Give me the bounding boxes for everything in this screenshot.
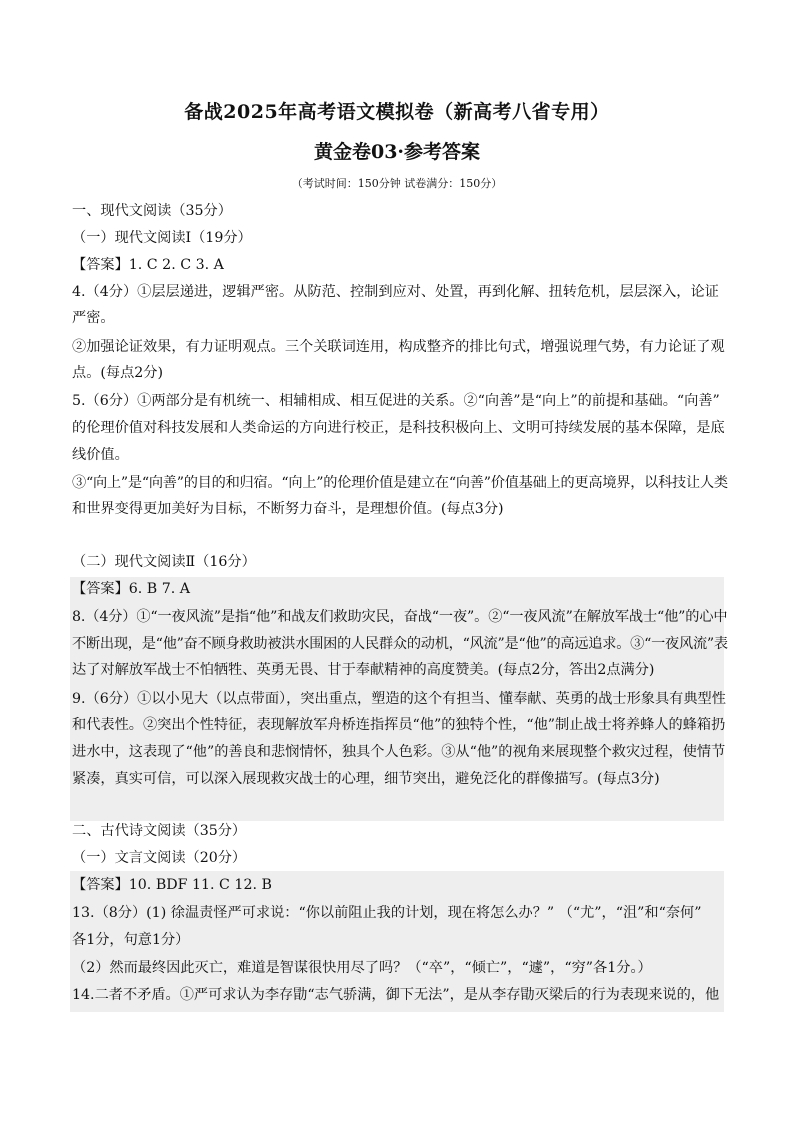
subsection-heading: （一）文言文阅读（20分） [72,850,247,866]
answer-line: 【答案】10. BDF 11. C 12. B [72,877,272,893]
text-line: 点。(每点2分) [72,365,164,381]
text-line: 8.（4分）①“一夜风流”是指“他”和战友们救助灾民，奋战“一夜”。②“一夜风流”在解放军战士“他”的心中 [72,609,728,625]
subsection-heading: （一）现代文阅读Ⅰ（19分） [72,230,252,246]
text-line: 9.（6分）①以小见大（以点带面），突出重点，塑造的这个有担当、懂奉献、英勇的战士形象具有典型性 [72,691,726,707]
text-line: 达了对解放军战士不怕牺牲、英勇无畏、甘于奉献精神的高度赞美。(每点2分，答出2点满分) [72,662,655,678]
text-line: 和代表性。②突出个性特征，表现解放军舟桥连指挥员“他”的独特个性，“他”制止战士将养蜂人的蜂箱扔 [72,717,726,733]
text-line: 进水中，这表现了“他”的善良和悲悯情怀，独具个人色彩。③从“他”的视角来展现整个救灾过程，使情节 [72,744,726,760]
text-line: 13.（8分）(1) 徐温责怪严可求说：“你以前阻止我的计划，现在将怎么办？” （“尤”，“沮”和“奈何” [72,905,702,921]
text-line: 严密。 [72,310,115,326]
text-line: 的伦理价值对科技发展和人类命运的方向进行校正，是科技积极向上、文明可持续发展的基本保障，是底 [72,420,725,436]
subsection-heading: （二）现代文阅读Ⅱ（16分） [72,554,256,570]
exam-info: （考试时间：150分钟 试卷满分：150分） [291,177,503,190]
text-line: 线价值。 [72,447,129,463]
text-line: ③“向上”是“向善”的目的和归宿。“向上”的伦理价值是建立在“向善”价值基础上的更高境界，以科技让人类 [72,475,728,491]
page-subtitle: 黄金卷03·参考答案 [313,141,481,163]
answer-line: 【答案】1. C 2. C 3. A [72,257,224,273]
text-line: ②加强论证效果，有力证明观点。三个关联词连用，构成整齐的排比句式，增强说理气势，有力论证了观 [72,339,725,355]
text-line: （2）然而最终因此灭亡，难道是智谋很快用尽了吗？（“卒”，“倾亡”，“遽”，“穷”各1分。） [72,960,652,976]
text-line: 14.二者不矛盾。①严可求认为李存勖“志气骄满，御下无法”，是从李存勖灭梁后的行为表现来说的，他 [72,987,720,1003]
section-heading: 二、古代诗文阅读（35分） [72,823,247,839]
text-line: 各1分，句意1分） [72,932,190,948]
text-line: 4.（4分）①层层递进，逻辑严密。从防范、控制到应对、处置，再到化解、扭转危机，层层深入，论证 [72,284,719,300]
page-title: 备战2025年高考语文模拟卷（新高考八省专用） [184,101,610,123]
section-heading: 一、现代文阅读（35分） [72,203,232,219]
text-line: 5.（6分）①两部分是有机统一、相辅相成、相互促进的关系。②“向善”是“向上”的前提和基础。“向善” [72,393,720,409]
text-line: 不断出现，是“他”奋不顾身救助被洪水围困的人民群众的动机，“风流”是“他”的高远追求。③“一夜风流”表 [72,636,728,652]
text-line: 和世界变得更加美好为目标，不断努力奋斗，是理想价值。(每点3分) [72,501,504,517]
text-line: 紧凑，真实可信，可以深入展现救灾战士的心理，细节突出，避免泛化的群像描写。(每点3分) [72,771,660,787]
answer-line: 【答案】6. B 7. A [72,581,191,597]
